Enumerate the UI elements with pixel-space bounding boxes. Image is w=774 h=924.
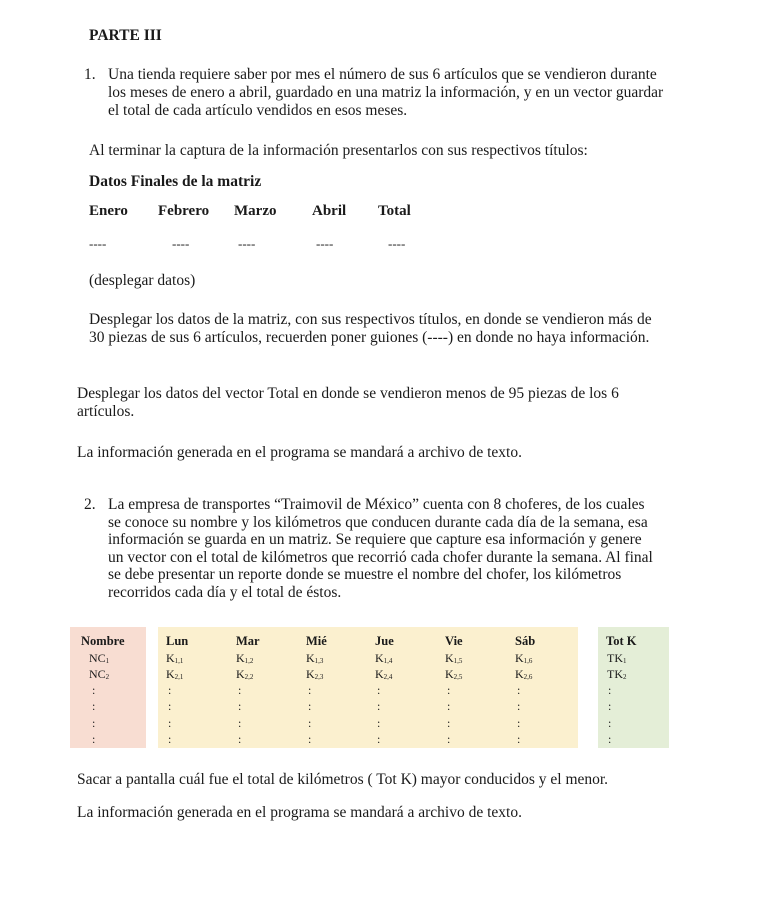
- column-header: Marzo: [234, 203, 277, 219]
- total-header: Tot K: [606, 634, 637, 648]
- file-note-2: La información generada en el programa se mandará a archivo de texto.: [77, 804, 522, 821]
- driver-name-cell: $NC_2$: [89, 667, 110, 681]
- km-cell: $K_{2,1}$: [166, 667, 184, 681]
- ellipsis-mark: :: [517, 682, 521, 697]
- dash-placeholder: ----: [316, 236, 334, 251]
- description-line: Desplegar los datos de la matriz, con sus respectivos títulos, en donde se vendieron más de: [89, 311, 652, 328]
- ellipsis-mark: :: [308, 682, 312, 697]
- ellipsis-mark: :: [92, 732, 96, 746]
- ellipsis-mark: :: [92, 682, 96, 697]
- ellipsis-mark: :: [238, 699, 242, 713]
- km-cell: $K_{1,1}$: [166, 650, 184, 665]
- description-line: artículos.: [77, 403, 135, 420]
- ellipsis-mark: :: [168, 732, 172, 746]
- km-cell: $K_{1,4}$: [375, 650, 393, 665]
- description-line: Desplegar los datos del vector Total en donde se vendieron menos de 95 piezas de los 6: [77, 385, 619, 402]
- ellipsis-mark: :: [238, 715, 242, 730]
- day-header: Mar: [236, 634, 260, 648]
- ellipsis-mark: :: [517, 732, 521, 746]
- km-cell: $K_{1,2}$: [236, 650, 254, 665]
- day-header: Lun: [166, 634, 189, 648]
- driver-name-cell: $NC_1$: [89, 650, 110, 665]
- dash-placeholder: ----: [89, 236, 107, 251]
- description-line: 30 piezas de sus 6 artículos, recuerden poner guiones (----) en donde no haya información.: [89, 329, 650, 346]
- problem-2-number: 2.: [84, 496, 96, 513]
- ellipsis-mark: :: [308, 699, 312, 713]
- ellipsis-mark: :: [517, 699, 521, 713]
- ellipsis-mark: :: [168, 699, 172, 713]
- day-header: Sáb: [515, 634, 536, 648]
- ellipsis-mark: :: [238, 732, 242, 746]
- day-header: Jue: [375, 634, 394, 648]
- column-header: Total: [378, 203, 411, 219]
- section-heading: PARTE III: [89, 27, 162, 44]
- ellipsis-mark: :: [92, 715, 96, 730]
- file-note: La información generada en el programa se mandará a archivo de texto.: [77, 444, 522, 461]
- km-cell: $K_{2,2}$: [236, 667, 254, 681]
- ellipsis-mark: :: [168, 682, 172, 697]
- ellipsis-mark: :: [608, 715, 612, 730]
- problem-1-line: los meses de enero a abril, guardado en una matriz la información, y en un vector guardar: [108, 84, 664, 101]
- problem-2-line: La empresa de transportes “Traimovil de México” cuenta con 8 choferes, de los cuales: [108, 496, 645, 513]
- problem-2-line: se debe presentar un reporte donde se muestre el nombre del chofer, los kilómetros: [108, 566, 622, 583]
- display-note: (desplegar datos): [89, 272, 196, 289]
- problem-1-statement: [108, 66, 663, 120]
- km-cell: $K_{2,3}$: [306, 667, 324, 681]
- ellipsis-mark: :: [308, 715, 312, 730]
- problem-2-line: recorridos cada día y el total de éstos.: [108, 583, 342, 601]
- matrix-description: [89, 311, 652, 347]
- ellipsis-mark: :: [377, 715, 381, 730]
- ellipsis-mark: :: [238, 682, 242, 697]
- ellipsis-mark: :: [447, 699, 451, 713]
- ellipsis-mark: :: [377, 732, 381, 746]
- problem-1-line: el total de cada artículo vendidos en esos meses.: [108, 102, 408, 119]
- ellipsis-mark: :: [447, 715, 451, 730]
- km-cell: $K_{1,5}$: [445, 650, 463, 665]
- matrix-subtitle: Datos Finales de la matriz: [89, 173, 262, 190]
- column-header: Febrero: [158, 203, 210, 219]
- problem-2-statement: [108, 496, 653, 601]
- ellipsis-mark: :: [92, 699, 96, 713]
- km-cell: $K_{1,3}$: [306, 650, 324, 665]
- km-cell: $K_{2,5}$: [445, 667, 463, 681]
- ellipsis-mark: :: [608, 732, 612, 746]
- vector-description: [77, 385, 703, 421]
- ellipsis-mark: :: [308, 732, 312, 746]
- problem-2-line: información se guarda en un matriz. Se requiere que capture esa información y genere: [108, 531, 642, 548]
- dash-placeholder: ----: [388, 236, 406, 251]
- capture-instruction: Al terminar la captura de la información presentarlos con sus respectivos títulos:: [89, 142, 588, 159]
- total-km-cell: $TK_2$: [607, 667, 627, 681]
- km-cell: $K_{2,6}$: [515, 667, 533, 681]
- column-header: Enero: [89, 203, 128, 219]
- screen-note: Sacar a pantalla cuál fue el total de kilómetros ( Tot K) mayor conducidos y el menor.: [77, 771, 609, 788]
- ellipsis-mark: :: [608, 699, 612, 713]
- ellipsis-mark: :: [517, 715, 521, 730]
- dash-placeholder: ----: [172, 236, 190, 251]
- ellipsis-mark: :: [377, 699, 381, 713]
- ellipsis-mark: :: [168, 715, 172, 730]
- day-header: Mié: [306, 634, 327, 648]
- ellipsis-mark: :: [447, 682, 451, 697]
- total-km-cell: $TK_1$: [607, 650, 627, 665]
- problem-1-line: Una tienda requiere saber por mes el número de sus 6 artículos que se vendieron durante: [108, 66, 657, 83]
- ellipsis-mark: :: [608, 682, 612, 697]
- problem-1-number: 1.: [84, 66, 96, 83]
- km-cell: $K_{2,4}$: [375, 667, 393, 681]
- column-header: Abril: [312, 203, 347, 219]
- km-cell: $K_{1,6}$: [515, 650, 533, 665]
- name-header: Nombre: [81, 634, 125, 648]
- day-header: Vie: [445, 634, 463, 648]
- ellipsis-mark: :: [447, 732, 451, 746]
- dash-placeholder: ----: [238, 236, 256, 251]
- ellipsis-mark: :: [377, 682, 381, 697]
- problem-2-line: se conoce su nombre y los kilómetros que conducen durante cada día de la semana, esa: [108, 513, 648, 531]
- problem-2-line: un vector con el total de kilómetros que recorrió cada chofer durante la semana. Al final: [108, 548, 653, 566]
